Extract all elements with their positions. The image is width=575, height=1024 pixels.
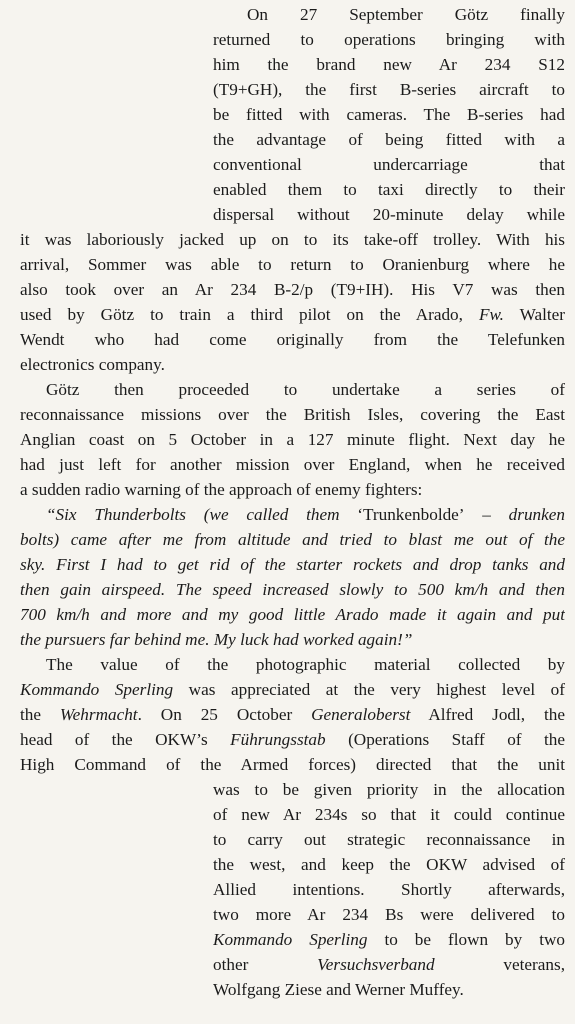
text-line: The value of the photographic material collected by — [46, 655, 565, 674]
text-line: High Command of the Armed forces) directed that the unit — [20, 755, 565, 774]
text-line: (T9+GH), the first B-series aircraft to — [213, 80, 565, 99]
quote-line: sky. First I had to get rid of the starter rockets and drop tanks and — [20, 555, 565, 574]
text-line: conventional undercarriage that — [213, 155, 565, 174]
text-line: was to be given priority in the allocation — [213, 780, 565, 799]
quote-line: 700 km/h and more and my good little Arado made it again and put — [20, 605, 565, 624]
text-line: Anglian coast on 5 October in a 127 minute flight. Next day he — [20, 430, 565, 449]
text-line: Wendt who had come originally from the Telefunken — [20, 330, 565, 349]
text-line: it was laboriously jacked up on to its take-off trolley. With his — [20, 230, 565, 249]
text-line: to carry out strategic reconnaissance in — [213, 830, 565, 849]
text-line: head of the OKW’s Führungsstab (Operations Staff of the — [20, 730, 565, 749]
text-line: two more Ar 234 Bs were delivered to — [213, 905, 565, 924]
text-line: electronics company. — [20, 355, 165, 374]
quote-line: bolts) came after me from altitude and tried to blast me out of the — [20, 530, 565, 549]
text-line: the west, and keep the OKW advised of — [213, 855, 565, 874]
text-line: Kommando Sperling to be flown by two — [213, 930, 565, 949]
text-line: the Wehrmacht. On 25 October Generaloberst Alfred Jodl, the — [20, 705, 565, 724]
text-line: dispersal without 20-minute delay while — [213, 205, 565, 224]
text-line: him the brand new Ar 234 S12 — [213, 55, 565, 74]
text-line: Götz then proceeded to undertake a series of — [46, 380, 565, 399]
text-line: of new Ar 234s so that it could continue — [213, 805, 565, 824]
text-line: also took over an Ar 234 B-2/p (T9+IH). His V7 was then — [20, 280, 565, 299]
quote-line: “Six Thunderbolts (we called them ‘Trunkenbolde’ – drunken — [46, 505, 565, 524]
text-line: Kommando Sperling was appreciated at the very highest level of — [20, 680, 565, 699]
text-line: a sudden radio warning of the approach of enemy fighters: — [20, 480, 423, 499]
text-line: other Versuchsverband veterans, — [213, 955, 565, 974]
text-line: reconnaissance missions over the British Isles, covering the East — [20, 405, 565, 424]
text-line: used by Götz to train a third pilot on the Arado, Fw. Walter — [20, 305, 565, 324]
text-line: Wolfgang Ziese and Werner Muffey. — [213, 980, 464, 999]
text-line: Allied intentions. Shortly afterwards, — [213, 880, 565, 899]
text-line: On 27 September Götz finally — [247, 5, 565, 24]
text-line: arrival, Sommer was able to return to Oranienburg where he — [20, 255, 565, 274]
text-line: had just left for another mission over England, when he received — [20, 455, 565, 474]
quote-line: then gain airspeed. The speed increased slowly to 500 km/h and then — [20, 580, 565, 599]
text-line: enabled them to taxi directly to their — [213, 180, 565, 199]
text-line: the advantage of being fitted with a — [213, 130, 565, 149]
text-line: be fitted with cameras. The B-series had — [213, 105, 565, 124]
quote-line: the pursuers far behind me. My luck had worked again!” — [20, 630, 413, 649]
text-line: returned to operations bringing with — [213, 30, 565, 49]
